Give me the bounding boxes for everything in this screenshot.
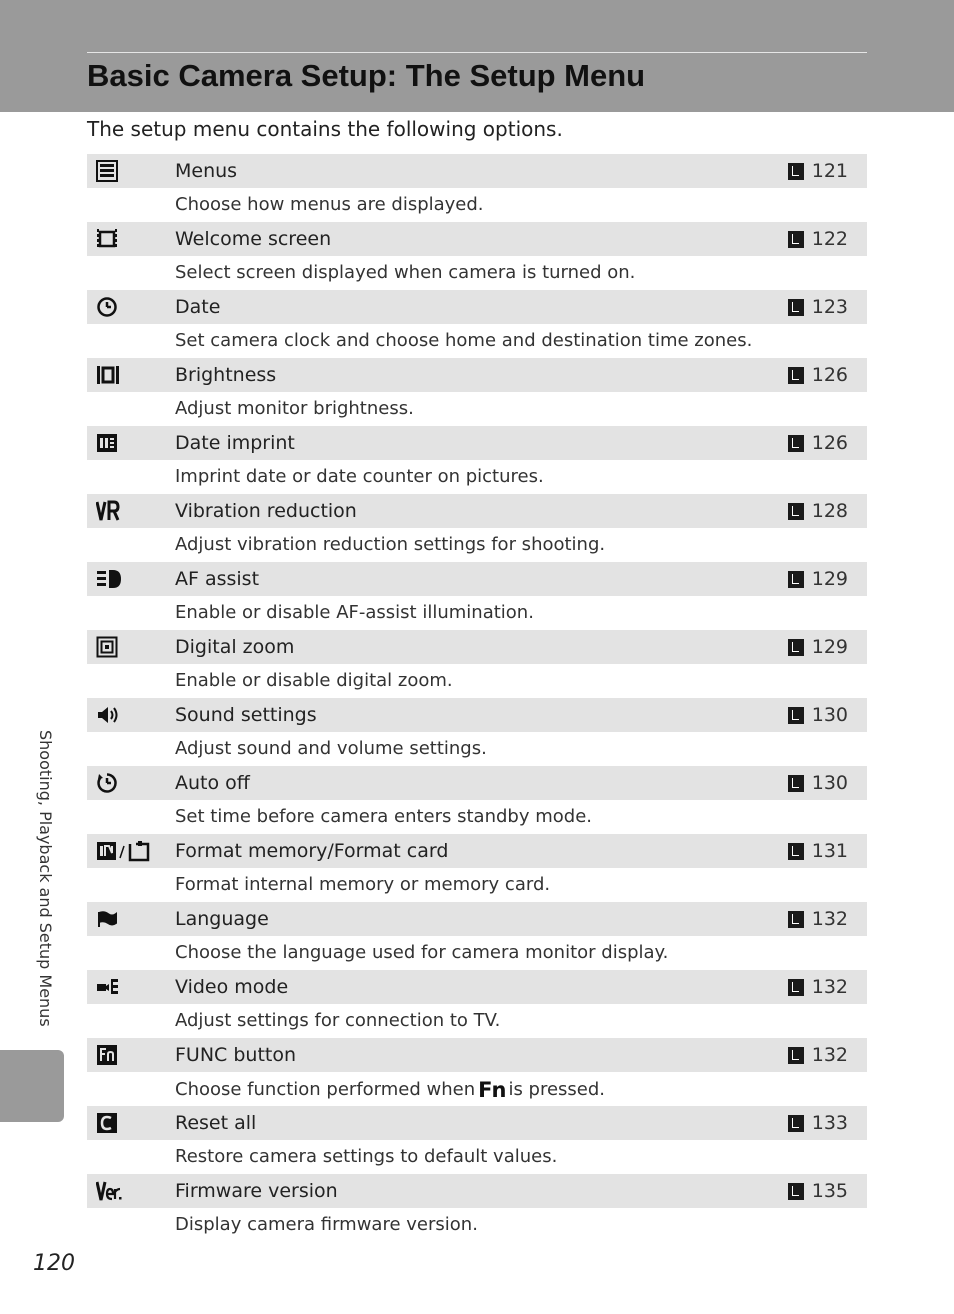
option-name: Reset all [175,1112,257,1134]
date-clock-icon [96,295,118,319]
option-description: Imprint date or date counter on pictures. [175,466,544,487]
reset-all-icon [96,1111,118,1135]
option-name: Date imprint [175,432,295,454]
section-thumb-tab [0,1050,64,1122]
option-description: Display camera firmware version. [175,1214,478,1235]
language-icon [96,907,118,931]
table-row-description [87,936,867,970]
option-name: AF assist [175,568,260,590]
page-reference: 126 [788,432,848,454]
page-ref-icon [788,367,804,384]
option-description: Adjust monitor brightness. [175,398,414,419]
brightness-icon [96,363,120,387]
fn-button-glyph: Fn [478,1078,506,1102]
page-reference: 128 [788,500,848,522]
page-reference: 122 [788,228,848,250]
table-row [87,698,867,732]
option-name: Menus [175,160,238,182]
table-row-description [87,1140,867,1174]
page-ref-icon [788,231,804,248]
table-row-description [87,256,867,290]
table-row [87,1174,867,1208]
table-row [87,562,867,596]
table-row-description [87,188,867,222]
page-ref-icon [788,843,804,860]
format-memory-card-icon [96,839,152,863]
page-ref-icon [788,1047,804,1064]
option-name: Vibration reduction [175,500,357,522]
page-reference: 126 [788,364,848,386]
page-reference: 132 [788,1044,848,1066]
menus-icon [96,159,118,183]
page-reference: 135 [788,1180,848,1202]
table-row [87,1038,867,1072]
option-name: Welcome screen [175,228,332,250]
option-description: Enable or disable digital zoom. [175,670,453,691]
page-ref-icon [788,639,804,656]
table-row-description [87,324,867,358]
table-row-description [87,1208,867,1242]
option-description: Format internal memory or memory card. [175,874,551,895]
digital-zoom-icon [96,635,118,659]
date-imprint-icon [96,431,118,455]
table-row [87,630,867,664]
table-row-description [87,800,867,834]
table-row-description [87,868,867,902]
option-description: Set camera clock and choose home and destination time zones. [175,330,753,351]
table-row-description [87,1004,867,1038]
page-reference: 130 [788,704,848,726]
vibration-reduction-icon [96,499,120,523]
option-description: Adjust settings for connection to TV. [175,1010,501,1031]
af-assist-icon [96,567,122,591]
speaker-icon [96,703,120,727]
page-ref-icon [788,911,804,928]
table-row [87,970,867,1004]
page-number: 120 [33,1251,75,1276]
option-name: Sound settings [175,704,317,726]
table-row [87,222,867,256]
page-ref-icon [788,503,804,520]
table-row-description [87,1072,867,1106]
option-description: Adjust sound and volume settings. [175,738,487,759]
option-name: Format memory/Format card [175,840,449,862]
option-description: Adjust vibration reduction settings for shooting. [175,534,606,555]
option-name: Digital zoom [175,636,295,658]
option-name: Brightness [175,364,277,386]
page-reference: 129 [788,568,848,590]
page-reference: 131 [788,840,848,862]
page-ref-icon [788,1115,804,1132]
option-name: FUNC button [175,1044,297,1066]
table-row [87,426,867,460]
option-description: Set time before camera enters standby mode. [175,806,592,827]
option-name: Video mode [175,976,289,998]
page-reference: 132 [788,908,848,930]
page-ref-icon [788,1183,804,1200]
page-reference: 133 [788,1112,848,1134]
page-ref-icon [788,775,804,792]
option-description: Select screen displayed when camera is turned on. [175,262,636,283]
option-name: Language [175,908,269,930]
section-side-label: Shooting, Playback and Setup Menus [36,730,55,1027]
page-ref-icon [788,979,804,996]
table-row [87,902,867,936]
table-row [87,1106,867,1140]
auto-off-icon [96,771,118,795]
page-reference: 130 [788,772,848,794]
intro-text: The setup menu contains the following options. [87,117,563,141]
table-row-description [87,732,867,766]
video-mode-icon [96,975,120,999]
page-ref-icon [788,707,804,724]
table-row [87,358,867,392]
table-row [87,154,867,188]
option-description: Restore camera settings to default values. [175,1146,558,1167]
header-divider [87,52,867,53]
option-description: Choose the language used for camera monitor display. [175,942,669,963]
setup-menu-table [87,154,867,1242]
welcome-screen-icon [96,227,118,251]
page-header-band [0,0,954,112]
option-name: Date [175,296,221,318]
page-reference: 121 [788,160,848,182]
table-row [87,766,867,800]
page-ref-icon [788,163,804,180]
table-row-description [87,392,867,426]
option-description: Enable or disable AF-assist illumination. [175,602,534,623]
page-reference: 123 [788,296,848,318]
table-row-description [87,528,867,562]
table-row-description [87,596,867,630]
table-row-description [87,664,867,698]
option-description: Choose function performed when Fn is pressed. [175,1078,606,1102]
table-row-description [87,460,867,494]
func-button-icon [96,1043,118,1067]
table-row [87,290,867,324]
table-row [87,834,867,868]
page-ref-icon [788,299,804,316]
option-name: Auto off [175,772,250,794]
page-ref-icon [788,435,804,452]
page-reference: 129 [788,636,848,658]
table-row [87,494,867,528]
page-title: Basic Camera Setup: The Setup Menu [87,58,646,93]
page-reference: 132 [788,976,848,998]
firmware-version-icon [96,1179,122,1203]
option-name: Firmware version [175,1180,338,1202]
page-ref-icon [788,571,804,588]
option-description: Choose how menus are displayed. [175,194,484,215]
